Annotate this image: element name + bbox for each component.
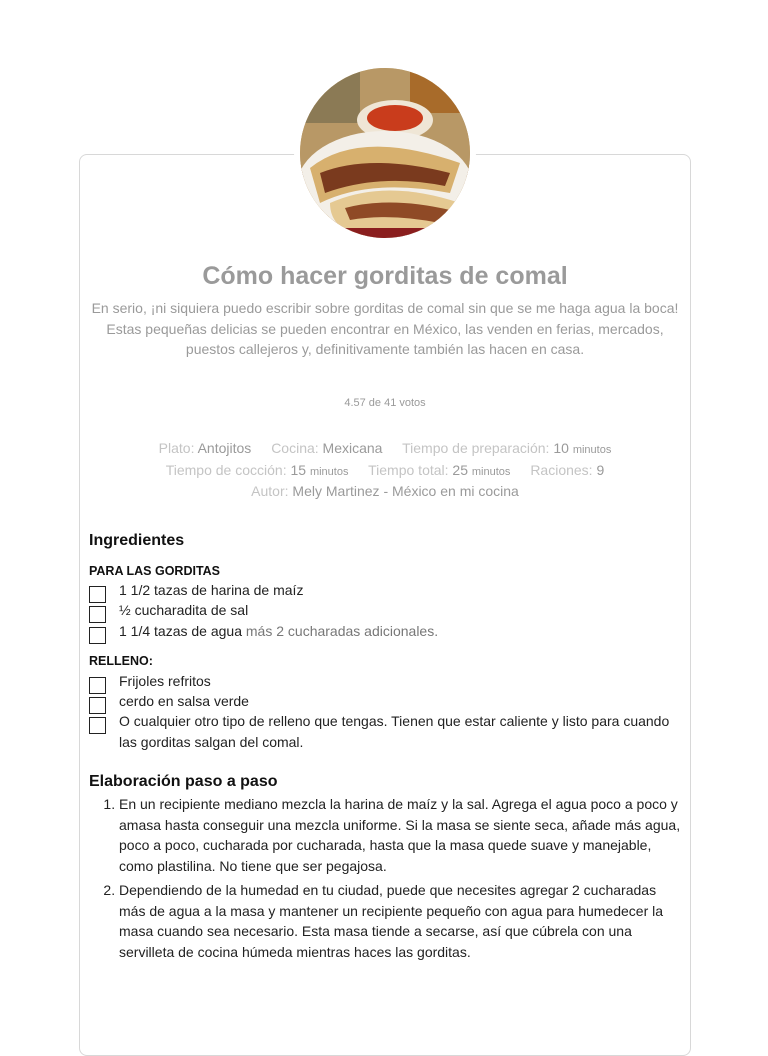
ingredient-note: más 2 cucharadas adicionales. [245, 623, 439, 639]
ingredient-group-title: PARA LAS GORDITAS [89, 564, 221, 578]
prep-time-unit: minutos [572, 444, 612, 456]
instruction-step: 2. Dependiendo de la humedad en tu ciudad, puede que necesites agregar 2 cucharadas más de agua a la masa y mantener un recipiente pequeño con agua para humedecer la masa cuando sea necesario. Esta masa tiende a secarse, así que cúbrela con una servilleta de cocina húmeda mientras haces las gorditas. [119, 880, 684, 962]
course-value: Antojitos [197, 440, 252, 456]
recipe-summary: En serio, ¡ni siquiera puedo escribir sobre gorditas de comal sin que se me haga agua la boca! Estas pequeñas delicias se pueden encontrar en México, las venden en ferias, mercados, puestos callejeros y, definitivamente también las hacen en casa. [91, 300, 679, 357]
ingredient-item [89, 711, 684, 752]
ingredient-checkbox[interactable] [89, 717, 106, 734]
ingredient-text: ½ cucharadita de sal [119, 602, 249, 618]
cook-time-label: Tiempo de cocción: [165, 462, 287, 478]
cuisine-label: Cocina: [271, 440, 319, 456]
meta-row-3 [80, 483, 690, 499]
total-time-label: Tiempo total: [368, 462, 449, 478]
recipe-photo [294, 62, 476, 244]
total-time-unit: minutos [471, 466, 511, 478]
ingredient-text: Frijoles refritos [119, 673, 211, 689]
meta-row-2 [80, 462, 690, 478]
ingredient-group-title: RELLENO: [89, 654, 153, 668]
servings-label: Raciones: [530, 462, 593, 478]
prep-time-value: 10 [553, 440, 569, 456]
meta-row-1 [80, 440, 690, 456]
ingredient-item [89, 691, 684, 712]
ingredient-item [89, 671, 684, 692]
ingredient-text: O cualquier otro tipo de relleno que tengas. Tienen que estar caliente y listo para cuando las gorditas salgan del comal. [119, 713, 670, 750]
instructions-list [89, 794, 684, 966]
gorditas-image [300, 68, 470, 238]
total-time-value: 25 [452, 462, 468, 478]
ingredient-text: cerdo en salsa verde [119, 693, 249, 709]
servings-value: 9 [596, 462, 605, 478]
recipe-title: Cómo hacer gorditas de comal [202, 262, 568, 290]
cook-time-unit: minutos [309, 466, 349, 478]
ingredient-item [89, 600, 684, 621]
cuisine-value: Mexicana [322, 440, 383, 456]
ingredient-text: 1 1/4 tazas de agua [119, 623, 242, 639]
course-label: Plato: [158, 440, 195, 456]
instructions-heading: Elaboración paso a paso [89, 773, 278, 790]
ingredient-text: 1 1/2 tazas de harina de maíz [119, 582, 304, 598]
ingredient-item [89, 621, 684, 642]
ingredients-heading: Ingredientes [89, 532, 185, 549]
cook-time-value: 15 [290, 462, 307, 478]
prep-time-label: Tiempo de preparación: [402, 440, 550, 456]
author-label: Autor: [251, 483, 289, 499]
ingredient-item [89, 580, 684, 601]
rating-text: 4.57 de 41 votos [344, 397, 426, 409]
ingredient-checkbox[interactable] [89, 627, 106, 644]
instruction-step: 1. En un recipiente mediano mezcla la harina de maíz y la sal. Agrega el agua poco a poco y amasa hasta conseguir una mezcla uniforme. Si la masa se siente seca, añade más agua, poco a poco, cucharada por cucharada, hasta que la masa quede suave y manejable, como plastilina. No tiene que ser pegajosa. [119, 794, 684, 876]
author-value: Mely Martinez - México en mi cocina [292, 483, 519, 499]
